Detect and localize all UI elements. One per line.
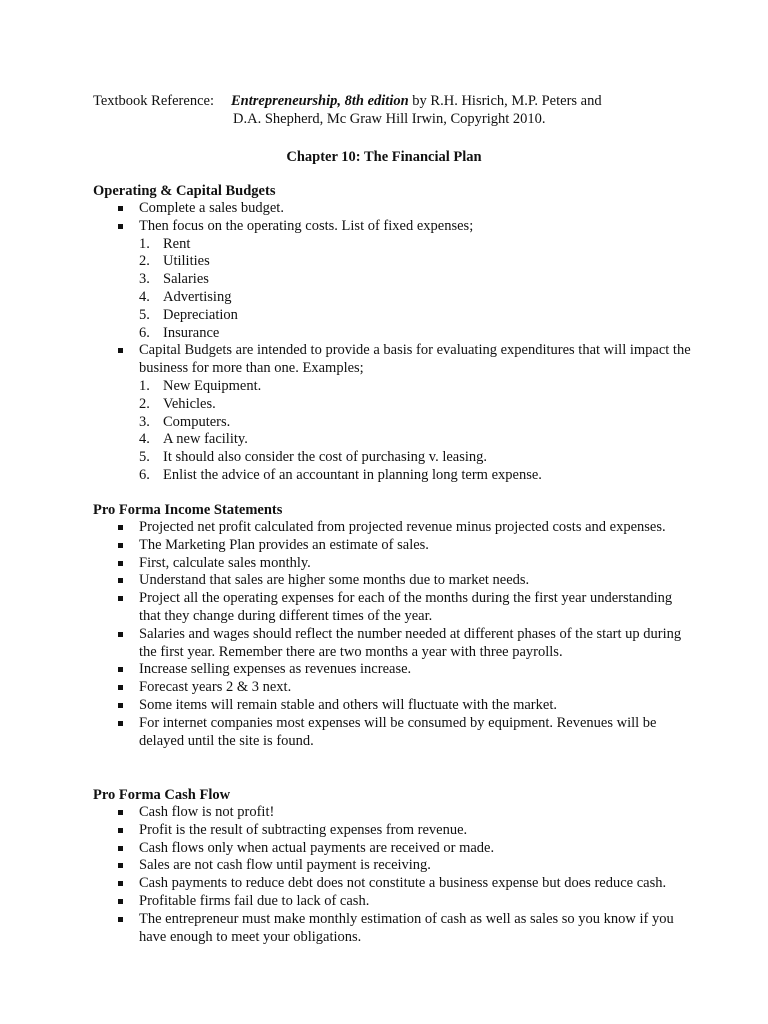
list-item: Some items will remain stable and others will fluctuate with the market. — [93, 697, 693, 715]
numbered-list — [139, 236, 693, 343]
list-item: Cash payments to reduce debt does not constitute a business expense but does reduce cash. — [93, 875, 693, 893]
numbered-item: 3. Computers. — [139, 413, 231, 430]
book-title: Entrepreneurship, 8th edition — [231, 93, 409, 109]
numbered-item: 3. Salaries — [139, 271, 209, 288]
bullet-list — [93, 804, 693, 946]
list-item: Cash flow is not profit! — [93, 804, 693, 822]
list-item: Understand that sales are higher some months due to market needs. — [93, 572, 693, 590]
reference-line-2: D.A. Shepherd, Mc Graw Hill Irwin, Copyright 2010. — [233, 111, 546, 127]
list-item: The entrepreneur must make monthly estimation of cash as well as sales so you know if you have enough to meet your obligations. — [93, 911, 693, 947]
textbook-reference — [93, 92, 602, 128]
numbered-item: 4. A new facility. — [139, 431, 248, 448]
list-item: Capital Budgets are intended to provide a basis for evaluating expenditures that will impact the business for more than one. Examples; 1. New Equipment. 2. Vehicles. 3. Computers. 4. A new facility. 5. It should also consider the cost of purchasing v. leasing. 6. Enlist the advice of an accountant in planning long term expense. — [93, 342, 693, 484]
list-item: Sales are not cash flow until payment is receiving. — [93, 857, 693, 875]
section-operating-capital-budgets — [93, 182, 693, 485]
numbered-item: 1. Rent — [139, 235, 191, 252]
reference-line-1 — [93, 92, 602, 110]
numbered-list — [139, 378, 693, 485]
list-item: For internet companies most expenses will be consumed by equipment. Revenues will be delayed until the site is found. — [93, 715, 693, 751]
chapter-title: Chapter 10: The Financial Plan — [286, 149, 482, 165]
section-heading: Operating & Capital Budgets — [93, 183, 276, 199]
numbered-item: 6. Insurance — [139, 324, 220, 341]
list-item: Then focus on the operating costs. List of fixed expenses; 1. Rent 2. Utilities 3. Salaries 4. Advertising 5. Depreciation 6. Insurance — [93, 218, 693, 343]
list-item: Salaries and wages should reflect the number needed at different phases of the start up during the first year. Remember there are two months a year with three payrolls. — [93, 626, 693, 662]
book-authors: by R.H. Hisrich, M.P. Peters and — [408, 93, 602, 109]
reference-label: Textbook Reference: — [93, 93, 214, 109]
list-item: Complete a sales budget. — [93, 200, 693, 218]
list-item: Profitable firms fail due to lack of cash. — [93, 893, 693, 911]
list-item: Profit is the result of subtracting expenses from revenue. — [93, 822, 693, 840]
list-item: The Marketing Plan provides an estimate of sales. — [93, 537, 693, 555]
list-item: First, calculate sales monthly. — [93, 555, 693, 573]
list-item: Forecast years 2 & 3 next. — [93, 679, 693, 697]
bullet-list — [93, 200, 693, 485]
list-item: Project all the operating expenses for each of the months during the first year understanding that they change during different times of the year. — [93, 590, 693, 626]
numbered-item: 6. Enlist the advice of an accountant in planning long term expense. — [139, 466, 542, 483]
list-item: Projected net profit calculated from projected revenue minus projected costs and expenses. — [93, 519, 693, 537]
bullet-list — [93, 519, 693, 750]
numbered-item: 5. Depreciation — [139, 306, 238, 323]
section-heading: Pro Forma Cash Flow — [93, 787, 231, 803]
list-item: Cash flows only when actual payments are received or made. — [93, 840, 693, 858]
section-heading: Pro Forma Income Statements — [93, 502, 283, 518]
section-pro-forma-cash-flow — [93, 786, 693, 946]
numbered-item: 4. Advertising — [139, 288, 232, 305]
list-item: Increase selling expenses as revenues increase. — [93, 661, 693, 679]
section-pro-forma-income-statements — [93, 501, 693, 750]
numbered-item: 5. It should also consider the cost of purchasing v. leasing. — [139, 449, 488, 466]
numbered-item: 1. New Equipment. — [139, 377, 262, 394]
numbered-item: 2. Vehicles. — [139, 395, 216, 412]
numbered-item: 2. Utilities — [139, 253, 210, 270]
